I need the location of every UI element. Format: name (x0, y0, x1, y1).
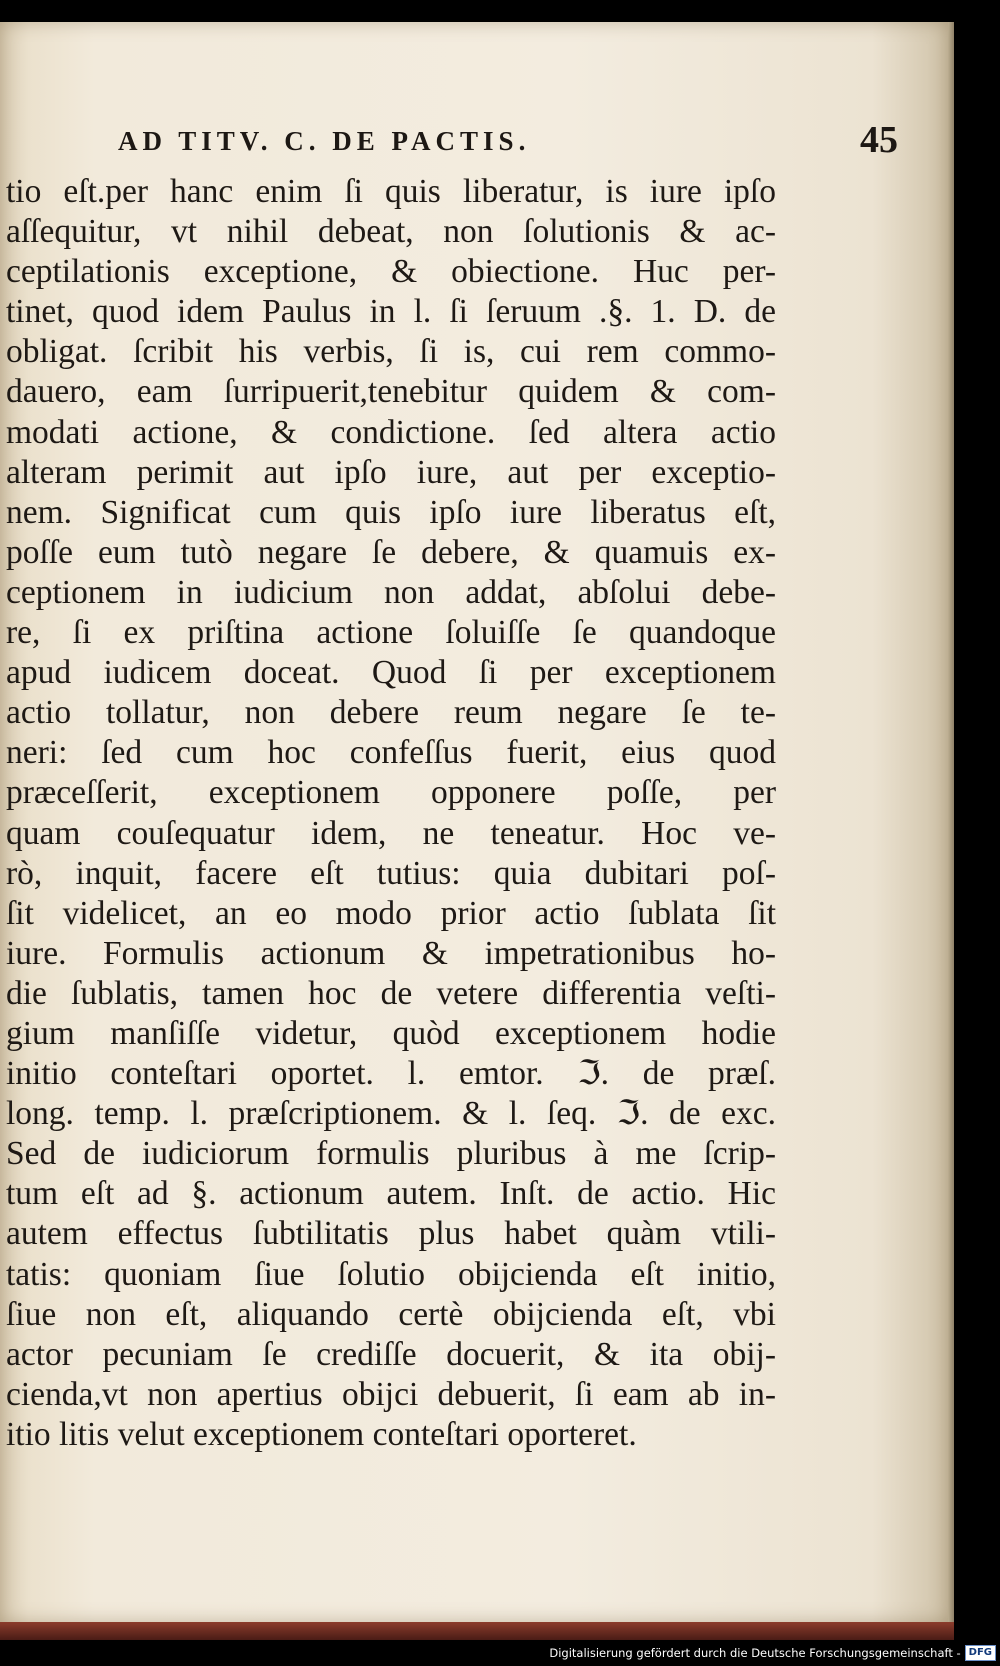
text-line: die ſublatis, tamen hoc de vetere differentia veſti- (6, 974, 776, 1012)
text-line: aſſequitur, vt nihil debeat, non ſolutionis & ac- (6, 213, 776, 251)
text-line: rò, inquit, facere eſt tutius: quia dubitari poſ- (6, 854, 776, 892)
text-line: tio eſt.per hanc enim ſi quis liberatur, is iure ipſo (6, 173, 776, 210)
text-line: Sed de iudiciorum formulis pluribus à me ſcrip- (6, 1135, 776, 1173)
text-line: actor pecuniam ſe crediſſe docuerit, & ita obij- (6, 1335, 776, 1373)
text-line: nem. Significat cum quis ipſo iure liberatus eſt, (6, 493, 776, 531)
body-text (6, 172, 776, 1455)
text-line: autem effectus ſubtilitatis plus habet quàm vtili- (6, 1215, 776, 1253)
text-line: initio conteſtari oportet. l. emtor. ℑ. de præſ. (6, 1055, 776, 1093)
text-line: neri: ſed cum hoc confeſſus fuerit, eius quod (6, 734, 776, 772)
text-line: cienda,vt non apertius obijci debuerit, ſi eam ab in- (6, 1375, 776, 1413)
funding-credit-text: Digitalisierung gefördert durch die Deutsche Forschungsgemeinschaft - (549, 1646, 961, 1660)
text-line: re, ſi ex priſtina actione ſoluiſſe ſe quandoque (6, 614, 776, 652)
text-line: obligat. ſcribit his verbis, ſi is, cui rem commo- (6, 333, 776, 371)
text-line: gium manſiſſe videtur, quòd exceptionem hodie (6, 1014, 776, 1052)
text-line: alteram perimit aut ipſo iure, aut per exceptio- (6, 453, 776, 491)
text-line: long. temp. l. præſcriptionem. & l. ſeq. ℑ. de exc. (6, 1095, 776, 1133)
dfg-logo: DFG (965, 1645, 996, 1661)
text-line: modati actione, & condictione. ſed altera actio (6, 413, 776, 451)
text-line: poſſe eum tutò negare ſe debere, & quamuis ex- (6, 533, 776, 571)
running-head: AD TITV. C. DE PACTIS. (118, 126, 531, 156)
text-line: tum eſt ad §. actionum autem. Inſt. de actio. Hic (6, 1175, 776, 1213)
text-line: ſiue non eſt, aliquando certè obijcienda eſt, vbi (6, 1295, 776, 1333)
book-page (0, 22, 948, 1622)
text-line: quam couſequatur idem, ne teneatur. Hoc ve- (6, 814, 776, 852)
page-header (118, 118, 898, 168)
text-line: dauero, eam ſurripuerit,tenebitur quidem & com- (6, 373, 776, 411)
text-line: itio litis velut exceptionem conteſtari oporteret. (6, 1415, 637, 1453)
text-line: apud iudicem doceat. Quod ſi per exceptionem (6, 654, 776, 692)
text-line: tinet, quod idem Paulus in l. ſi ſeruum .§. 1. D. de (6, 293, 776, 331)
text-line: ceptilationis exceptione, & obiectione. Huc per- (6, 253, 776, 291)
page-edge (948, 22, 954, 1622)
text-line: præceſſerit, exceptionem opponere poſſe, per (6, 774, 776, 812)
page-number: 45 (860, 119, 898, 161)
text-line: actio tollatur, non debere reum negare ſe te- (6, 694, 776, 732)
text-line: iure. Formulis actionum & impetrationibus ho- (6, 934, 776, 972)
footer-credit (549, 1644, 996, 1662)
text-line: ſit videlicet, an eo modo prior actio ſublata ſit (6, 894, 776, 932)
book-edge-band (0, 1622, 954, 1640)
text-line: ceptionem in iudicium non addat, abſolui debe- (6, 573, 776, 611)
text-line: tatis: quoniam ſiue ſolutio obijcienda eſt initio, (6, 1255, 776, 1293)
